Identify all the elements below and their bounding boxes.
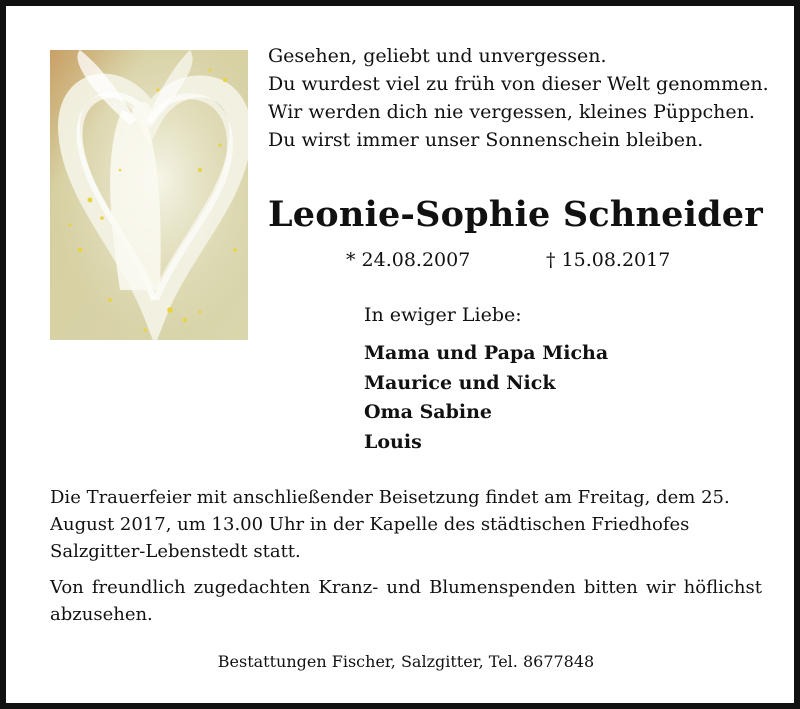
poem-line: Wir werden dich nie vergessen, kleines Püppchen.	[268, 101, 755, 123]
poem-block	[268, 42, 769, 154]
angel-heart-image	[50, 50, 248, 340]
undertaker-contact: Bestattungen Fischer, Salzgitter, Tel. 8677848	[217, 652, 595, 671]
poem-line: Du wirst immer unser Sonnenschein bleiben.	[268, 129, 704, 151]
poem-line: Gesehen, geliebt und unvergessen.	[268, 45, 607, 67]
angel-painting-svg	[50, 50, 248, 340]
funeral-ceremony-text: Die Trauerfeier mit anschließender Beisetzung findet am Freitag, dem 25. August 2017, um 13.00 Uhr in der Kapelle des städtischen Friedhofes Salzgitter-Lebenstedt statt.	[50, 487, 730, 562]
deceased-name: Leonie-Sophie Schneider	[268, 194, 763, 235]
death-date: † 15.08.2017	[546, 249, 671, 271]
mourners-list	[364, 339, 608, 457]
mourner-name: Maurice und Nick	[364, 371, 556, 394]
mourner-name: Louis	[364, 430, 422, 453]
poem-line: Du wurdest viel zu früh von dieser Welt genommen.	[268, 73, 769, 95]
flower-donation-note: Von freundlich zugedachten Kranz- und Blumenspenden bitten wir höflichst abzusehen.	[50, 577, 762, 625]
mourner-name: Mama und Papa Micha	[364, 342, 609, 364]
birth-date: * 24.08.2007	[346, 249, 471, 271]
mourners-label: In ewiger Liebe:	[364, 304, 522, 326]
mourner-name: Oma Sabine	[364, 401, 493, 423]
